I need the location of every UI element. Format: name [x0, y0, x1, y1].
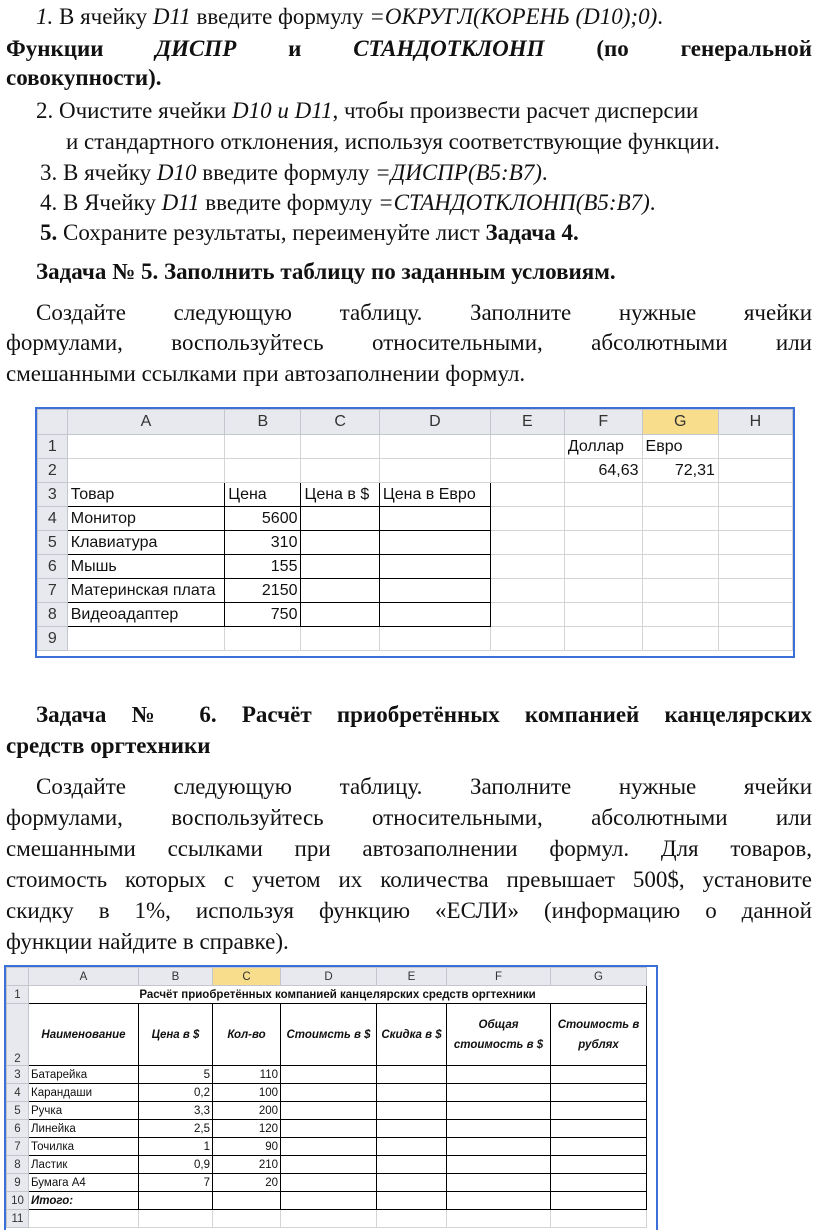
cell[interactable] — [551, 1210, 647, 1228]
step-text: введите формулу — [199, 190, 379, 215]
table-row — [7, 1102, 647, 1120]
table-header-row — [7, 1004, 647, 1066]
cell[interactable] — [379, 579, 490, 603]
cell[interactable] — [490, 555, 564, 579]
cell[interactable] — [139, 1192, 213, 1210]
cell[interactable] — [642, 507, 718, 531]
column-header[interactable]: E — [377, 968, 447, 986]
cell-item-price[interactable]: 7 — [139, 1174, 213, 1192]
row-header[interactable]: 9 — [38, 627, 68, 651]
step-text: В ячейку — [63, 160, 157, 185]
cell[interactable] — [281, 1120, 377, 1138]
cell[interactable] — [377, 1138, 447, 1156]
cell[interactable] — [718, 483, 792, 507]
table-row — [38, 531, 793, 555]
cell[interactable] — [447, 1174, 551, 1192]
cell-reference: D11 — [161, 190, 200, 215]
cell[interactable] — [718, 507, 792, 531]
cell[interactable] — [551, 1138, 647, 1156]
cell[interactable] — [718, 435, 792, 459]
step-text: , чтобы произвести расчет дисперсии — [332, 98, 699, 123]
cell-item-qty[interactable]: 110 — [213, 1066, 281, 1084]
cell[interactable] — [564, 627, 642, 651]
cell[interactable] — [551, 1102, 647, 1120]
cell[interactable] — [718, 459, 792, 483]
cell[interactable] — [447, 1138, 551, 1156]
cell[interactable] — [225, 459, 301, 483]
column-header[interactable]: E — [490, 410, 564, 435]
cell[interactable] — [642, 603, 718, 627]
row-header[interactable]: 8 — [38, 603, 68, 627]
step-number: 1. — [36, 4, 54, 29]
cell[interactable] — [490, 483, 564, 507]
cell-item-qty[interactable]: 90 — [213, 1138, 281, 1156]
step-3-line — [40, 158, 812, 188]
column-header[interactable]: A — [67, 410, 224, 435]
cell[interactable] — [281, 1174, 377, 1192]
step-text: введите формулу — [196, 160, 376, 185]
cell-item-qty[interactable]: 100 — [213, 1084, 281, 1102]
cell[interactable] — [551, 1066, 647, 1084]
row-header[interactable]: 1 — [7, 986, 29, 1004]
cell[interactable] — [379, 555, 490, 579]
column-header[interactable]: B — [225, 410, 301, 435]
cell-item-name[interactable]: Точилка — [29, 1138, 139, 1156]
table-row — [38, 603, 793, 627]
cell[interactable] — [225, 627, 301, 651]
cell[interactable] — [642, 627, 718, 651]
cell[interactable] — [379, 531, 490, 555]
row-header[interactable]: 9 — [7, 1174, 29, 1192]
table-row — [38, 579, 793, 603]
cell[interactable] — [281, 1102, 377, 1120]
column-header[interactable]: C — [301, 410, 379, 435]
cell-usd-label[interactable]: Доллар — [564, 435, 642, 459]
cell-item-price[interactable]: 1 — [139, 1138, 213, 1156]
cell[interactable] — [642, 531, 718, 555]
column-header[interactable]: F — [447, 968, 551, 986]
table-row — [7, 1138, 647, 1156]
cell[interactable] — [301, 435, 379, 459]
cell-item-name[interactable]: Мышь — [67, 555, 224, 579]
cell[interactable] — [301, 627, 379, 651]
cell[interactable] — [642, 579, 718, 603]
step-2-line — [36, 96, 812, 126]
cell-usd-rate[interactable]: 64,63 — [564, 459, 642, 483]
cell-reference: D11 — [152, 4, 191, 29]
row-header[interactable]: 6 — [7, 1120, 29, 1138]
column-header[interactable]: H — [718, 410, 792, 435]
cell-item-name[interactable]: Материнская плата — [67, 579, 224, 603]
cell-item-price[interactable]: 5 — [139, 1066, 213, 1084]
sheet-grid — [6, 967, 647, 1228]
cell[interactable] — [642, 555, 718, 579]
task-6-paragraph-line: смешанными ссылками при автозаполнении формул. Для товаров, — [6, 836, 812, 861]
task-5-paragraph-line: Создайте следующую таблицу. Заполните нужные ячейки — [36, 300, 812, 325]
cell[interactable] — [281, 1066, 377, 1084]
row-header[interactable]: 4 — [7, 1084, 29, 1102]
cell-item-price[interactable]: 0,9 — [139, 1156, 213, 1174]
cell-item-name[interactable]: Ластик — [29, 1156, 139, 1174]
cell[interactable] — [377, 1156, 447, 1174]
cell-item-qty[interactable]: 120 — [213, 1120, 281, 1138]
cell-reference: D10 — [156, 160, 197, 185]
column-header-selected[interactable]: C — [213, 968, 281, 986]
cell[interactable] — [718, 627, 792, 651]
cell[interactable] — [67, 435, 224, 459]
cell[interactable] — [139, 1210, 213, 1228]
formula: =ДИСПР(B5:B7) — [375, 160, 542, 185]
step-text: . — [649, 190, 656, 215]
step-number: 5. — [40, 220, 58, 245]
cell[interactable] — [551, 1156, 647, 1174]
table-row — [7, 1174, 647, 1192]
table-header-cell[interactable]: Кол-во — [213, 1004, 281, 1066]
cell[interactable] — [301, 579, 379, 603]
sheet-row — [38, 435, 793, 459]
step-5-line — [40, 218, 812, 248]
cell-item-price[interactable]: 2,5 — [139, 1120, 213, 1138]
cell[interactable] — [564, 531, 642, 555]
cell[interactable] — [718, 531, 792, 555]
row-header[interactable]: 11 — [7, 1210, 29, 1228]
task-6-heading-line: Задача № 6. Расчёт приобретённых компанией канцелярских — [36, 702, 812, 727]
cell-item-name[interactable]: Карандаши — [29, 1084, 139, 1102]
function-name: СТАНДОТКЛОНП — [353, 36, 545, 61]
row-header[interactable]: 5 — [7, 1102, 29, 1120]
title-row — [7, 986, 647, 1004]
row-header[interactable]: 7 — [38, 579, 68, 603]
cell[interactable] — [213, 1210, 281, 1228]
cell[interactable] — [67, 627, 224, 651]
sheet-name: Задача 4. — [485, 220, 579, 245]
spreadsheet-task-5 — [35, 407, 795, 658]
cell[interactable] — [551, 1084, 647, 1102]
total-row — [7, 1192, 647, 1210]
cell-item-qty[interactable]: 20 — [213, 1174, 281, 1192]
cell[interactable] — [377, 1192, 447, 1210]
task-5-paragraph-line: формулами, воспользуйтесь относительными, абсолютными или — [6, 330, 812, 355]
column-header[interactable]: F — [564, 410, 642, 435]
cell[interactable] — [490, 459, 564, 483]
row-header[interactable]: 10 — [7, 1192, 29, 1210]
cell[interactable] — [447, 1066, 551, 1084]
cell[interactable] — [379, 507, 490, 531]
cell[interactable] — [379, 459, 490, 483]
cell[interactable] — [281, 1084, 377, 1102]
column-header[interactable]: D — [281, 968, 377, 986]
step-text: В Ячейку — [63, 190, 162, 215]
cell[interactable] — [67, 459, 224, 483]
cell-item-name[interactable]: Ручка — [29, 1102, 139, 1120]
row-header[interactable]: 3 — [38, 483, 68, 507]
cell-reference: D10 и D11 — [231, 98, 333, 123]
select-all-corner[interactable] — [38, 410, 68, 435]
cell[interactable] — [447, 1102, 551, 1120]
cell[interactable] — [301, 507, 379, 531]
cell[interactable] — [29, 1210, 139, 1228]
cell[interactable] — [447, 1192, 551, 1210]
step-number: 4. — [40, 190, 58, 215]
cell[interactable] — [551, 1120, 647, 1138]
cell[interactable] — [490, 531, 564, 555]
task-6-paragraph-line: Создайте следующую таблицу. Заполните нужные ячейки — [36, 774, 812, 799]
task-6-heading-line: средств оргтехники — [6, 733, 211, 758]
cell-item-price[interactable]: 155 — [225, 555, 301, 579]
cell[interactable] — [490, 627, 564, 651]
cell-item-name[interactable]: Батарейка — [29, 1066, 139, 1084]
cell[interactable] — [564, 483, 642, 507]
cell-item-price[interactable]: 750 — [225, 603, 301, 627]
cell[interactable] — [642, 483, 718, 507]
cell-item-name[interactable]: Линейка — [29, 1120, 139, 1138]
row-header[interactable]: 2 — [7, 1004, 29, 1066]
column-header[interactable]: A — [29, 968, 139, 986]
table-title-cell[interactable]: Расчёт приобретённых компанией канцелярских средств оргтехники — [29, 986, 647, 1004]
word: и — [288, 36, 302, 61]
table-header-cell[interactable]: Скидка в $ — [377, 1004, 447, 1066]
table-header-cell[interactable]: Цена в $ — [139, 1004, 213, 1066]
function-name: ДИСПР — [155, 36, 237, 61]
cell-eur-rate[interactable]: 72,31 — [642, 459, 718, 483]
cell[interactable] — [447, 1120, 551, 1138]
column-header-selected[interactable]: G — [642, 410, 718, 435]
word: Функции — [6, 36, 104, 61]
cell[interactable] — [490, 579, 564, 603]
cell-item-name[interactable]: Клавиатура — [67, 531, 224, 555]
cell[interactable] — [447, 1156, 551, 1174]
table-header-cell[interactable]: Стоимость в рублях — [551, 1004, 647, 1066]
cell[interactable] — [718, 579, 792, 603]
column-header[interactable]: D — [379, 410, 490, 435]
row-header[interactable]: 3 — [7, 1066, 29, 1084]
formula: =ОКРУГЛ(КОРЕНЬ (D10);0) — [369, 4, 658, 29]
table-header-cell[interactable]: Общая стоимость в $ — [447, 1004, 551, 1066]
cell[interactable] — [490, 603, 564, 627]
task-6-paragraph-line: стоимость которых с учетом их количества превышает 500$, установите — [6, 867, 812, 892]
functions-line — [6, 34, 812, 64]
cell-item-qty[interactable]: 210 — [213, 1156, 281, 1174]
table-row — [7, 1156, 647, 1174]
cell[interactable] — [447, 1084, 551, 1102]
table-row — [7, 1066, 647, 1084]
sheet-row — [38, 459, 793, 483]
cell-item-name[interactable]: Монитор — [67, 507, 224, 531]
cell[interactable] — [377, 1120, 447, 1138]
row-header[interactable]: 2 — [38, 459, 68, 483]
step-text: Очистите ячейки — [59, 98, 232, 123]
formula: =СТАНДОТКЛОНП(B5:B7) — [378, 190, 650, 215]
cell[interactable] — [377, 1084, 447, 1102]
cell[interactable] — [213, 1192, 281, 1210]
task-6-paragraph-line: скидку в 1%, используя функцию «ЕСЛИ» (информацию о данной — [6, 898, 812, 923]
cell[interactable] — [281, 1156, 377, 1174]
cell[interactable] — [301, 603, 379, 627]
table-row — [7, 1084, 647, 1102]
word: генеральной — [680, 36, 812, 61]
sheet-row — [7, 1210, 647, 1228]
cell-item-price[interactable]: 0,2 — [139, 1084, 213, 1102]
task-6-paragraph-line: формулами, воспользуйтесь относительными, абсолютными или — [6, 805, 812, 830]
column-header[interactable]: G — [551, 968, 647, 986]
sheet-row — [38, 483, 793, 507]
cell[interactable] — [564, 603, 642, 627]
cell[interactable] — [281, 1192, 377, 1210]
cell[interactable] — [281, 1210, 377, 1228]
cell[interactable] — [301, 555, 379, 579]
cell[interactable] — [377, 1174, 447, 1192]
step-text: введите формулу — [190, 4, 370, 29]
task-6-paragraph-line: функции найдите в справке). — [6, 929, 289, 954]
step-text: Сохраните результаты, переименуйте лист — [63, 220, 486, 245]
sheet-grid — [37, 409, 793, 651]
cell-eur-label[interactable]: Евро — [642, 435, 718, 459]
step-text: В ячейку — [53, 4, 153, 29]
cell[interactable] — [564, 507, 642, 531]
cell[interactable] — [564, 555, 642, 579]
row-header[interactable]: 7 — [7, 1138, 29, 1156]
cell[interactable] — [301, 531, 379, 555]
cell[interactable] — [379, 435, 490, 459]
cell-item-name[interactable]: Бумага А4 — [29, 1174, 139, 1192]
column-header[interactable]: B — [139, 968, 213, 986]
cell-item-name[interactable]: Видеоадаптер — [67, 603, 224, 627]
cell-item-price[interactable]: 2150 — [225, 579, 301, 603]
step-4-line — [40, 188, 812, 218]
step-2-line-cont: и стандартного отклонения, используя соответствующие функции. — [66, 129, 720, 154]
row-header[interactable]: 6 — [38, 555, 68, 579]
cell-total-label[interactable]: Итого: — [29, 1192, 139, 1210]
table-header-cell[interactable]: Стоимсть в $ — [281, 1004, 377, 1066]
cell-item-price[interactable]: 3,3 — [139, 1102, 213, 1120]
table-header-cell[interactable]: Наименование — [29, 1004, 139, 1066]
cell[interactable] — [718, 555, 792, 579]
cell[interactable] — [447, 1210, 551, 1228]
step-number: 3. — [40, 160, 58, 185]
row-header[interactable]: 8 — [7, 1156, 29, 1174]
cell[interactable] — [301, 459, 379, 483]
task-5-heading: Задача № 5. Заполнить таблицу по заданным условиям. — [36, 259, 616, 284]
table-row — [38, 555, 793, 579]
functions-line-cont: совокупности). — [6, 65, 162, 90]
table-header-cell[interactable]: Цена в Евро — [379, 483, 490, 507]
cell[interactable] — [551, 1192, 647, 1210]
step-1-line — [36, 2, 812, 32]
row-header[interactable]: 5 — [38, 531, 68, 555]
cell[interactable] — [490, 507, 564, 531]
table-header-cell[interactable]: Цена в $ — [301, 483, 379, 507]
table-row — [7, 1120, 647, 1138]
cell[interactable] — [281, 1138, 377, 1156]
cell[interactable] — [377, 1066, 447, 1084]
cell-item-qty[interactable]: 200 — [213, 1102, 281, 1120]
step-text: . — [541, 160, 548, 185]
sheet-row — [38, 627, 793, 651]
cell-item-price[interactable]: 310 — [225, 531, 301, 555]
cell[interactable] — [490, 435, 564, 459]
row-header[interactable]: 1 — [38, 435, 68, 459]
cell[interactable] — [379, 627, 490, 651]
cell[interactable] — [564, 579, 642, 603]
row-header[interactable]: 4 — [38, 507, 68, 531]
cell[interactable] — [377, 1210, 447, 1228]
cell[interactable] — [551, 1174, 647, 1192]
cell-item-price[interactable]: 5600 — [225, 507, 301, 531]
table-row — [38, 507, 793, 531]
cell[interactable] — [718, 603, 792, 627]
task-5-paragraph-line: смешанными ссылками при автозаполнении формул. — [6, 361, 526, 386]
step-number: 2. — [36, 98, 54, 123]
cell[interactable] — [379, 603, 490, 627]
column-header-row — [38, 410, 793, 435]
word: (по — [596, 36, 629, 61]
select-all-corner[interactable] — [7, 968, 29, 986]
spreadsheet-task-6 — [4, 965, 658, 1230]
cell[interactable] — [225, 435, 301, 459]
table-header-cell[interactable]: Цена — [225, 483, 301, 507]
step-text: . — [657, 4, 664, 29]
table-header-cell[interactable]: Товар — [67, 483, 224, 507]
cell[interactable] — [377, 1102, 447, 1120]
column-header-row — [7, 968, 647, 986]
